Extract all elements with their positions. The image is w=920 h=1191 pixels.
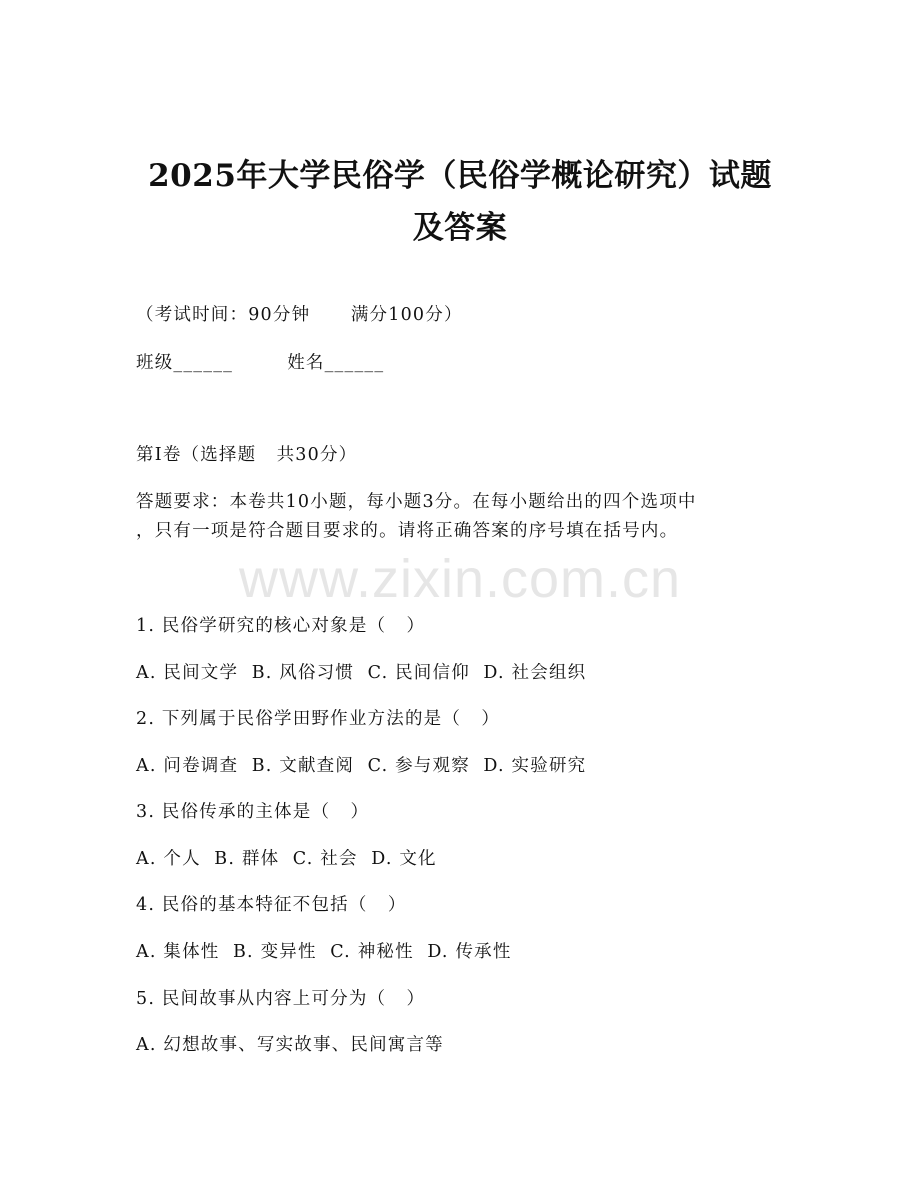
instructions-line-1: 答题要求：本卷共10小题，每小题3分。在每小题给出的四个选项中 — [136, 492, 697, 512]
question-3-stem: 3. 民俗传承的主体是（ ） — [136, 802, 370, 822]
class-name-line: 班级______ 姓名______ — [136, 353, 385, 373]
question-4-options: A. 集体性 B. 变异性 C. 神秘性 D. 传承性 — [136, 942, 512, 962]
question-3-options: A. 个人 B. 群体 C. 社会 D. 文化 — [136, 849, 437, 869]
question-5-stem: 5. 民间故事从内容上可分为（ ） — [136, 989, 426, 1009]
question-1-stem: 1. 民俗学研究的核心对象是（ ） — [136, 616, 426, 636]
exam-info: （考试时间：90分钟 满分100分） — [136, 305, 463, 325]
title-line-1: 2025年大学民俗学（民俗学概论研究）试题 — [148, 158, 772, 194]
question-1-options: A. 民间文学 B. 风俗习惯 C. 民间信仰 D. 社会组织 — [136, 663, 587, 683]
document-title — [110, 150, 810, 254]
question-2-options: A. 问卷调查 B. 文献查阅 C. 参与观察 D. 实验研究 — [136, 756, 587, 776]
watermark: www.zixin.com.cn — [238, 549, 682, 609]
question-4-stem: 4. 民俗的基本特征不包括（ ） — [136, 895, 407, 915]
title-line-2: 及答案 — [412, 210, 508, 246]
instructions-line-2: ，只有一项是符合题目要求的。请将正确答案的序号填在括号内。 — [136, 521, 679, 541]
question-2-stem: 2. 下列属于民俗学田野作业方法的是（ ） — [136, 709, 501, 729]
section-heading: 第I卷（选择题 共30分） — [136, 445, 358, 465]
question-5-options: A. 幻想故事、写实故事、民间寓言等 — [136, 1035, 444, 1055]
